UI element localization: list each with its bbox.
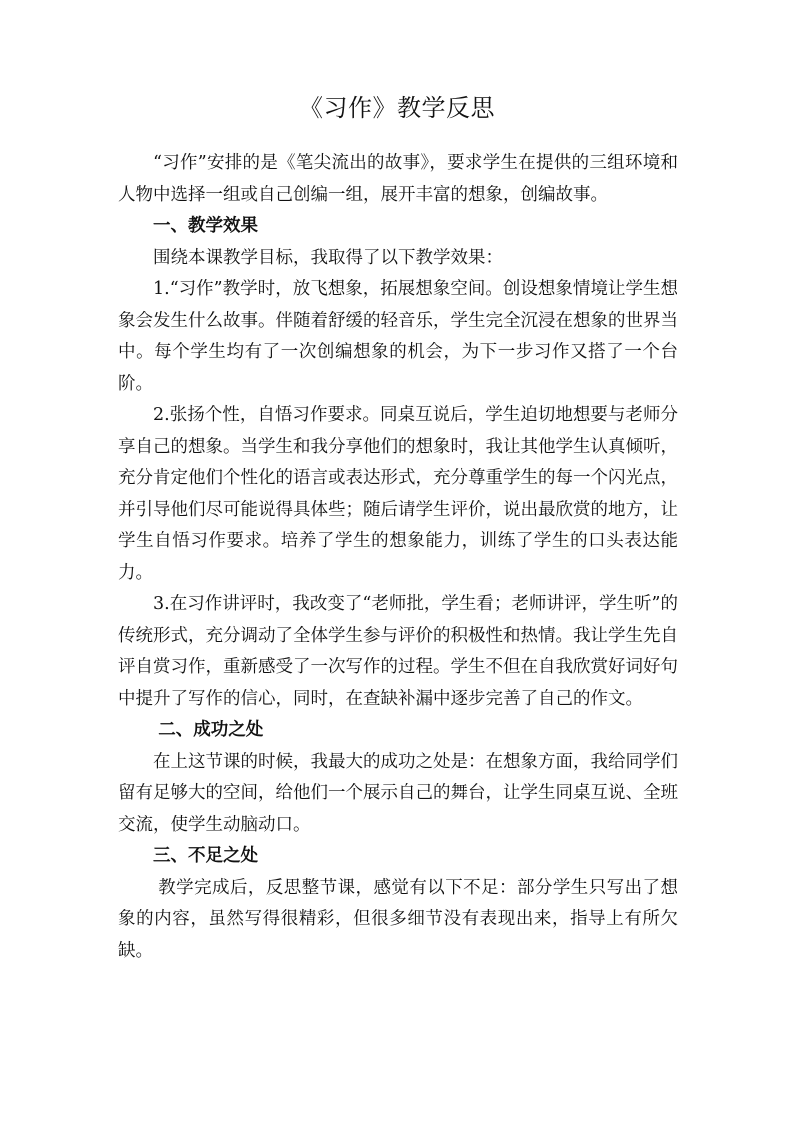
document-body xyxy=(118,148,678,967)
section2-paragraph: 在上这节课的时候，我最大的成功之处是：在想象方面，我给同学们留有足够大的空间，给他们一个展示自己的舞台，让学生同桌互说、全班交流，使学生动脑动口。 xyxy=(118,751,678,835)
intro-paragraph: “习作”安排的是《笔尖流出的故事》，要求学生在提供的三组环境和人物中选择一组或自己创编一组，展开丰富的想象，创编故事。 xyxy=(118,153,678,205)
section1-item-2: 2.张扬个性，自悟习作要求。同桌互说后，学生迫切地想要与老师分享自己的想象。当学生和我分享他们的想象时，我让其他学生认真倾听，充分肯定他们个性化的语言或表达形式，充分尊重学生的每一个闪光点，并引导他们尽可能说得具体些；随后请学生评价，说出最欣赏的地方，让学生自悟习作要求。培养了学生的想象能力，训练了学生的口头表达能力。 xyxy=(118,405,678,583)
section-heading-teaching-effect: 一、教学效果 xyxy=(153,216,258,236)
section3-paragraph: 教学完成后，反思整节课，感觉有以下不足：部分学生只写出了想象的内容，虽然写得很精彩，但很多细节没有表现出来，指导上有所欠缺。 xyxy=(118,877,678,961)
document-title: 《习作》教学反思 xyxy=(299,94,495,122)
section-heading-shortcomings: 三、不足之处 xyxy=(153,846,258,866)
section1-item-3: 3.在习作讲评时，我改变了“老师批，学生看；老师讲评，学生听”的传统形式，充分调动了全体学生参与评价的积极性和热情。我让学生先自评自赏习作，重新感受了一次写作的过程。学生不但在自我欣赏好词好句中提升了写作的信心，同时，在查缺补漏中逐步完善了自己的作文。 xyxy=(118,594,678,709)
section1-item-1: 1.“习作”教学时，放飞想象，拓展想象空间。创设想象情境让学生想象会发生什么故事。伴随着舒缓的轻音乐，学生完全沉浸在想象的世界当中。每个学生均有了一次创编想象的机会，为下一步习作又搭了一个台阶。 xyxy=(118,279,678,394)
section-heading-success: 二、成功之处 xyxy=(158,720,264,740)
section1-lead-paragraph: 围绕本课教学目标，我取得了以下教学效果： xyxy=(153,247,503,268)
